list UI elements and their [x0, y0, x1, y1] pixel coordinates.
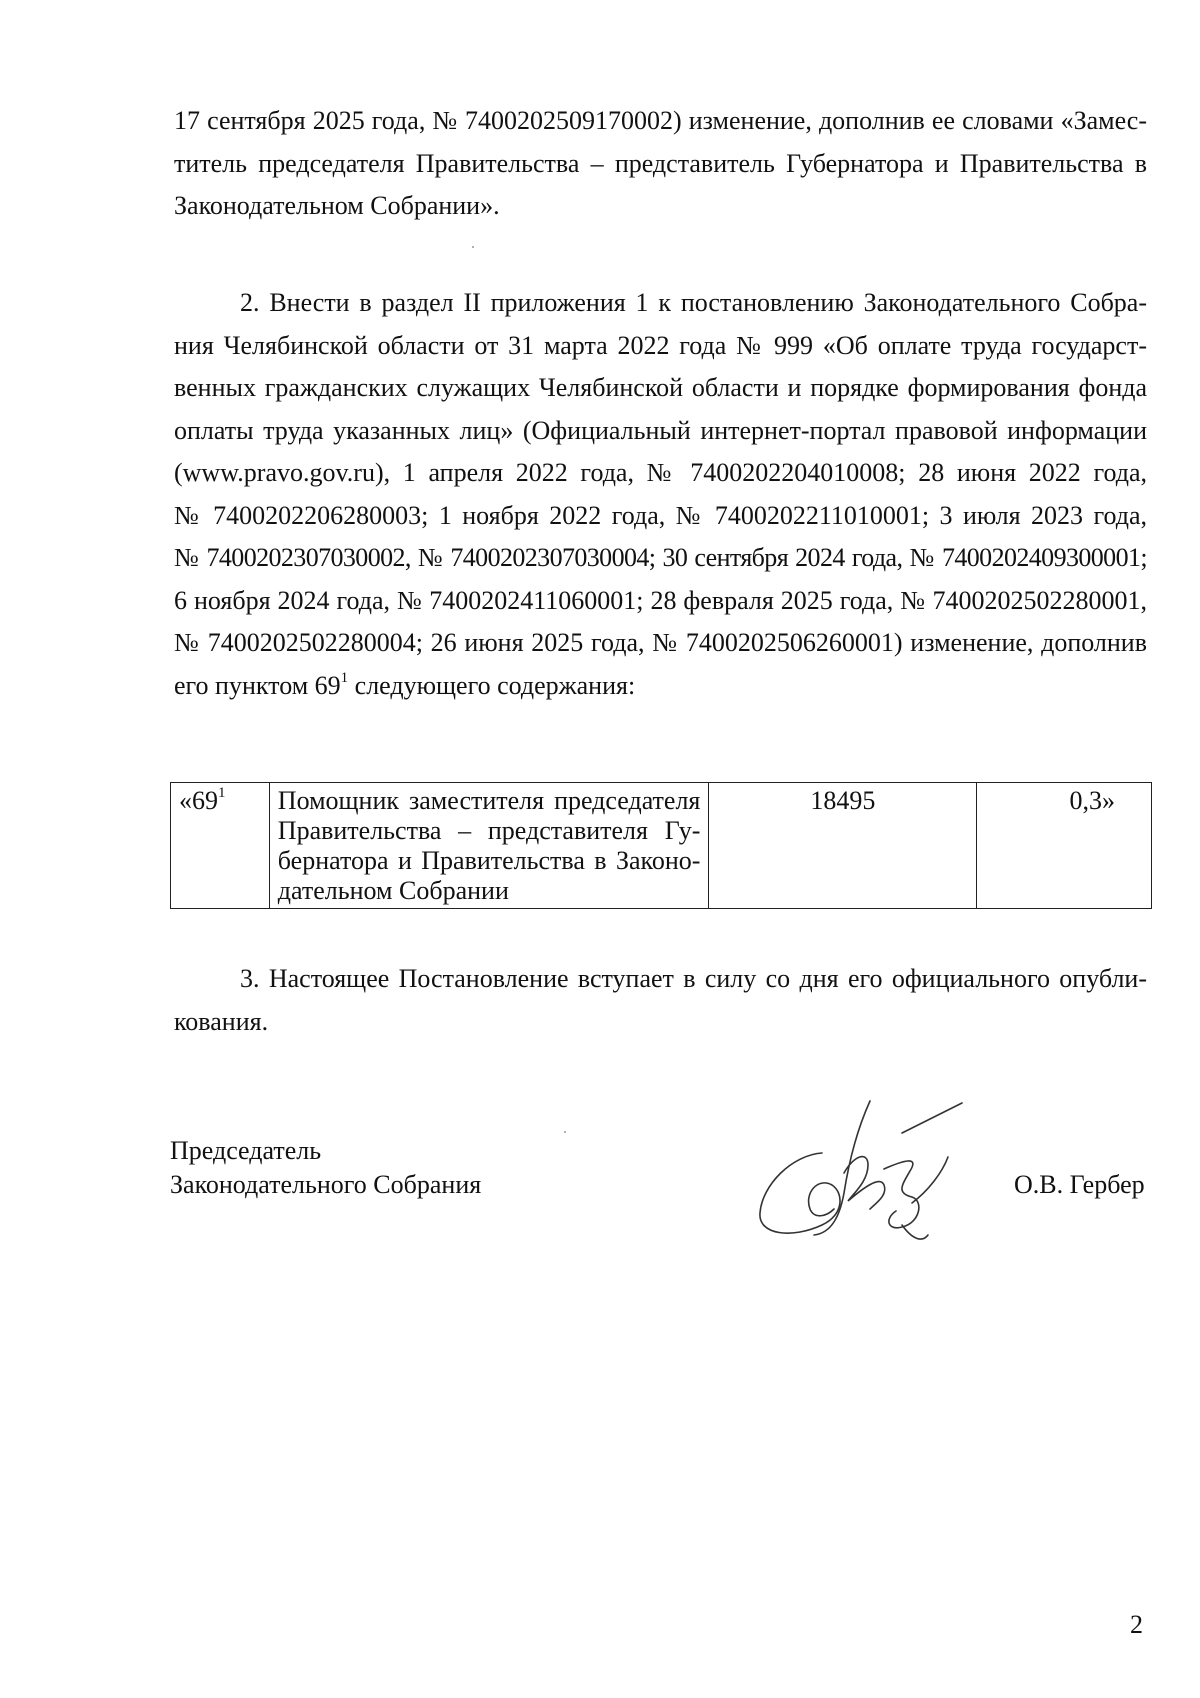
signer-title-line: Законодательного Собрания — [170, 1170, 482, 1199]
text-line: № 7400202307030002, № 7400202307030004; 30 сентября 2024 года, № 7400202409300001; — [174, 543, 1147, 572]
text-fragment: следующего содержания: — [348, 670, 636, 700]
amendment-table — [170, 782, 1152, 909]
page-number: 2 — [1130, 1610, 1143, 1639]
text-line: оплаты труда указанных лиц» (Официальный интернет-портал правовой информации — [174, 415, 1147, 445]
signature-stroke — [902, 1103, 962, 1133]
position-line: Помощник заместителя председателя — [277, 786, 701, 815]
text-line: № 7400202206280003; 1 ноября 2022 года, № 7400202211010001; 3 июля 2023 года, — [174, 500, 1147, 530]
item-number-cell — [171, 783, 270, 909]
paragraph-item-2 — [174, 282, 1147, 707]
paragraph-item-3 — [174, 958, 1147, 1043]
text-line: титель председателя Правительства – представитель Губернатора и Правительства в — [174, 148, 1147, 178]
text-line: кования. — [174, 1006, 269, 1036]
signature-stroke — [844, 1157, 885, 1209]
text-line — [174, 665, 1147, 708]
text-line: венных гражданских служащих Челябинской области и порядке формирования фонда — [174, 373, 1147, 402]
position-line: дательном Собрании — [277, 876, 509, 905]
position-line: Правительства – представителя Гу- — [277, 816, 701, 845]
signature-stroke — [760, 1153, 840, 1233]
signature-stroke — [912, 1157, 948, 1203]
text-line: Законодательном Собрании». — [174, 191, 500, 220]
item-number: «69 — [179, 786, 218, 815]
text-fragment: его пунктом 69 — [174, 670, 341, 700]
scan-speck — [564, 1131, 566, 1133]
text-line: № 7400202502280004; 26 июня 2025 года, № 7400202506260001) изменение, дополнив — [174, 628, 1147, 657]
position-title-cell — [269, 783, 709, 909]
signer-title-line: Председатель — [170, 1136, 322, 1165]
coefficient-cell: 0,3» — [977, 783, 1152, 909]
text-line: 2. Внести в раздел II приложения 1 к постановлению Законодательного Собра- — [240, 288, 1147, 317]
amount-cell: 18495 — [709, 783, 977, 909]
signer-title — [170, 1134, 481, 1202]
handwritten-signature — [752, 1093, 982, 1253]
text-line: (www.pravo.gov.ru), 1 апреля 2022 года, № 7400202204010008; 28 июня 2022 года, — [174, 458, 1147, 487]
position-line: бернатора и Правительства в Законо- — [277, 846, 701, 875]
scan-speck — [472, 246, 474, 248]
signer-name: О.В. Гербер — [1014, 1170, 1145, 1199]
signature-stroke — [884, 1161, 919, 1228]
paragraph-continuation — [174, 100, 1147, 228]
superscript: 1 — [340, 669, 349, 686]
text-line: 17 сентября 2025 года, № 7400202509170002) изменение, дополнив ее словами «Замес- — [174, 106, 1147, 135]
superscript: 1 — [218, 785, 226, 802]
text-line: ния Челябинской области от 31 марта 2022 года № 999 «Об оплате труда государст- — [174, 330, 1147, 360]
text-line: 3. Настоящее Постановление вступает в силу со дня его официального опубли- — [240, 964, 1147, 993]
signature-stroke — [902, 1225, 928, 1239]
text-line: 6 ноября 2024 года, № 7400202411060001; 28 февраля 2025 года, № 7400202502280001, — [174, 585, 1147, 615]
table-row — [171, 783, 1152, 909]
